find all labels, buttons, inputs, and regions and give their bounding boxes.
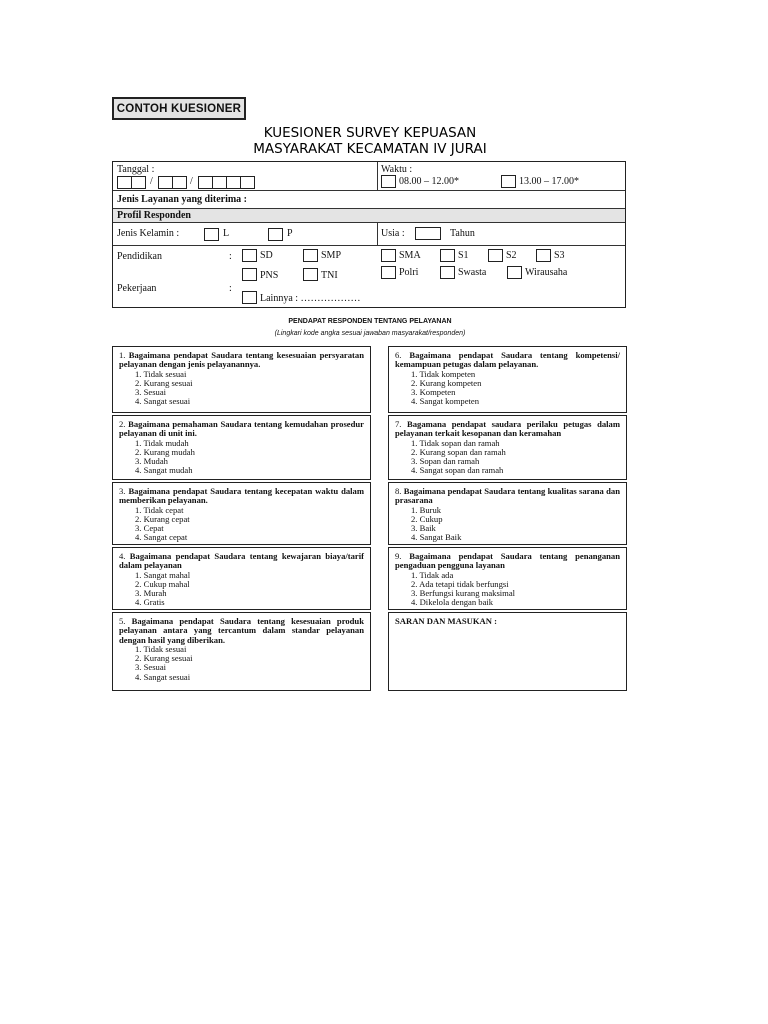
tanggal-label: Tanggal :	[117, 164, 155, 175]
pekerjaan-polri-label: Polri	[399, 267, 419, 278]
question-number: 2.	[119, 419, 126, 429]
question-label: Bagaimana pendapat Saudara tentang kesesuaian produk pelayanan antara yang tercantum dalam standar pelayanan dengan hasil yang diberikan.	[119, 616, 364, 645]
question-number: 5.	[119, 616, 126, 626]
pendidikan-sd-checkbox[interactable]	[242, 249, 257, 262]
question-label: Bagaimana pendapat Saudara tentang kecepatan waktu dalam memberikan pelayanan.	[119, 486, 364, 506]
respondent-form	[112, 161, 626, 308]
pekerjaan-swasta-label: Swasta	[458, 267, 487, 278]
pendidikan-colon: :	[229, 251, 232, 262]
saran-label: SARAN DAN MASUKAN :	[395, 616, 497, 626]
answer-option[interactable]: 1. Tidak ada	[411, 569, 454, 580]
divider	[377, 222, 378, 245]
question-text	[395, 552, 620, 571]
question-number: 1.	[119, 350, 126, 360]
answer-option[interactable]: 3. Baik	[411, 523, 436, 534]
answer-option[interactable]: 2. Cukup mahal	[135, 578, 190, 589]
pekerjaan-pns-label: PNS	[260, 270, 279, 281]
answer-option[interactable]: 2. Kurang mudah	[135, 446, 195, 457]
answer-option[interactable]: 4. Sangat sesuai	[135, 671, 191, 682]
pekerjaan-tni-label: TNI	[321, 270, 338, 281]
answer-option[interactable]: 3. Berfungsi kurang maksimal	[411, 588, 516, 599]
question-7	[388, 415, 627, 480]
tahun-label: Tahun	[450, 228, 475, 239]
question-label: Bagaimana pendapat Saudara tentang kompetensi/ kemampuan petugas dalam pelayanan.	[395, 350, 620, 370]
answer-option[interactable]: 2. Kurang sopan dan ramah	[411, 446, 506, 457]
answer-option[interactable]: 1. Tidak sopan dan ramah	[411, 437, 500, 448]
date-separator: /	[150, 176, 153, 187]
question-label: Bagaimana pendapat Saudara tentang kualitas sarana dan prasarana	[395, 486, 620, 506]
waktu-label: Waktu :	[381, 164, 413, 175]
answer-option[interactable]: 4. Sangat Baik	[411, 532, 462, 543]
jenis-layanan-label: Jenis Layanan yang diterima :	[117, 194, 248, 205]
question-2	[112, 415, 371, 480]
answer-option[interactable]: 4. Sangat sesuai	[135, 396, 191, 407]
question-number: 8.	[395, 486, 402, 496]
jenis-kelamin-label: Jenis Kelamin :	[117, 228, 180, 239]
question-text	[395, 487, 620, 506]
gender-l-label: L	[223, 228, 230, 239]
question-1	[112, 346, 371, 413]
usia-label: Usia :	[381, 228, 405, 239]
answer-option[interactable]: 1. Sangat mahal	[135, 569, 191, 580]
pendidikan-s1-checkbox[interactable]	[440, 249, 455, 262]
answer-option[interactable]: 2. Kurang kompeten	[411, 377, 482, 388]
waktu-option-2-label: 13.00 – 17.00*	[519, 176, 579, 187]
answer-option[interactable]: 3. Sesuai	[135, 387, 167, 398]
question-number: 4.	[119, 551, 126, 561]
answer-option[interactable]: 1. Buruk	[411, 504, 442, 515]
question-label: Bagaimana pendapat Saudara tentang kesesuaian persyaratan pelayanan dengan jenis pelayanannya.	[119, 350, 364, 370]
pekerjaan-lainnya-checkbox[interactable]	[242, 291, 257, 304]
profil-responden-heading: Profil Responden	[117, 210, 191, 221]
section-subtitle: (Lingkari kode angka sesuai jawaban masyarakat/responden)	[274, 330, 466, 337]
pendidikan-smp-label: SMP	[321, 250, 342, 261]
question-label: Bagaimana pendapat Saudara tentang kewajaran biaya/tarif dalam pelayanan	[119, 551, 364, 571]
question-text	[119, 351, 364, 370]
pendidikan-sma-label: SMA	[399, 250, 421, 261]
pendidikan-s1-label: S1	[458, 250, 469, 261]
question-label: Bagaimana pemahaman Saudara tentang kemudahan prosedur pelayanan di unit ini.	[119, 419, 364, 439]
gender-l-checkbox[interactable]	[204, 228, 219, 241]
pendidikan-s2-checkbox[interactable]	[488, 249, 503, 262]
answer-option[interactable]: 2. Ada tetapi tidak berfungsi	[411, 578, 509, 589]
waktu-option-1-checkbox[interactable]	[381, 175, 396, 188]
question-number: 6.	[395, 350, 402, 360]
saran-box[interactable]	[388, 612, 627, 691]
pekerjaan-swasta-checkbox[interactable]	[440, 266, 455, 279]
answer-option[interactable]: 2. Kurang cepat	[135, 513, 190, 524]
question-9	[388, 547, 627, 610]
answer-option[interactable]: 2. Cukup	[411, 513, 443, 524]
page-title-line1: KUESIONER SURVEY KEPUASAN	[263, 125, 477, 141]
document-tag: CONTOH KUESIONER	[112, 97, 246, 120]
question-text	[119, 487, 364, 506]
answer-option[interactable]: 1. Tidak cepat	[135, 504, 184, 515]
answer-option[interactable]: 3. Cepat	[135, 523, 164, 534]
pendidikan-s3-label: S3	[554, 250, 565, 261]
pekerjaan-wirausaha-checkbox[interactable]	[507, 266, 522, 279]
pendidikan-label: Pendidikan	[117, 251, 162, 262]
pekerjaan-colon: :	[229, 283, 232, 294]
pendidikan-sma-checkbox[interactable]	[381, 249, 396, 262]
pekerjaan-lainnya-label: Lainnya : ………………	[260, 293, 361, 304]
question-5	[112, 612, 371, 691]
pekerjaan-polri-checkbox[interactable]	[381, 266, 396, 279]
question-number: 9.	[395, 551, 402, 561]
pendidikan-smp-checkbox[interactable]	[303, 249, 318, 262]
question-4	[112, 547, 371, 610]
waktu-option-1-label: 08.00 – 12.00*	[399, 176, 459, 187]
question-text	[119, 420, 364, 439]
question-label: Bagamana pendapat saudara perilaku petugas dalam pelayanan terkait kesopanan dan keramahan	[395, 419, 620, 439]
divider	[377, 162, 378, 190]
answer-option[interactable]: 3. Mudah	[135, 456, 168, 467]
answer-option[interactable]: 4. Sangat kompeten	[411, 396, 480, 407]
answer-option[interactable]: 3. Sopan dan ramah	[411, 456, 480, 467]
question-6	[388, 346, 627, 413]
answer-option[interactable]: 3. Sesuai	[135, 662, 167, 673]
answer-option[interactable]: 4. Sangat mudah	[135, 465, 193, 476]
answer-option[interactable]: 1. Tidak sesuai	[135, 368, 187, 379]
waktu-option-2-checkbox[interactable]	[501, 175, 516, 188]
page-title-line2: MASYARAKAT KECAMATAN IV JURAI	[253, 141, 487, 157]
question-8	[388, 482, 627, 545]
answer-option[interactable]: 2. Kurang sesuai	[135, 377, 193, 388]
pekerjaan-tni-checkbox[interactable]	[303, 268, 318, 281]
question-number: 3.	[119, 486, 126, 496]
question-3	[112, 482, 371, 545]
gender-p-label: P	[287, 228, 293, 239]
answer-option[interactable]: 4. Dikelola dengan baik	[411, 597, 494, 608]
section-title: PENDAPAT RESPONDEN TENTANG PELAYANAN	[288, 318, 452, 325]
answer-option[interactable]: 1. Tidak sesuai	[135, 643, 187, 654]
question-text	[119, 617, 364, 645]
usia-input[interactable]	[415, 227, 441, 240]
question-text	[119, 552, 364, 571]
answer-option[interactable]: 1. Tidak mudah	[135, 437, 189, 448]
answer-option[interactable]: 4. Sangat sopan dan ramah	[411, 465, 504, 476]
answer-option[interactable]: 2. Kurang sesuai	[135, 653, 193, 664]
answer-option[interactable]: 1. Tidak kompeten	[411, 368, 476, 379]
question-label: Bagaimana pendapat Saudara tentang penanganan pengaduan pengguna layanan	[395, 551, 620, 571]
question-text	[395, 420, 620, 439]
question-text	[395, 351, 620, 370]
answer-option[interactable]: 4. Gratis	[135, 597, 165, 608]
answer-option[interactable]: 4. Sangat cepat	[135, 532, 188, 543]
answer-option[interactable]: 3. Kompeten	[411, 387, 456, 398]
pekerjaan-label: Pekerjaan	[117, 283, 157, 294]
date-separator: /	[190, 176, 193, 187]
answer-option[interactable]: 3. Murah	[135, 588, 167, 599]
question-number: 7.	[395, 419, 402, 429]
pendidikan-s2-label: S2	[506, 250, 517, 261]
pendidikan-sd-label: SD	[260, 250, 273, 261]
pekerjaan-wirausaha-label: Wirausaha	[525, 267, 568, 278]
gender-p-checkbox[interactable]	[268, 228, 283, 241]
pekerjaan-pns-checkbox[interactable]	[242, 268, 257, 281]
pendidikan-s3-checkbox[interactable]	[536, 249, 551, 262]
